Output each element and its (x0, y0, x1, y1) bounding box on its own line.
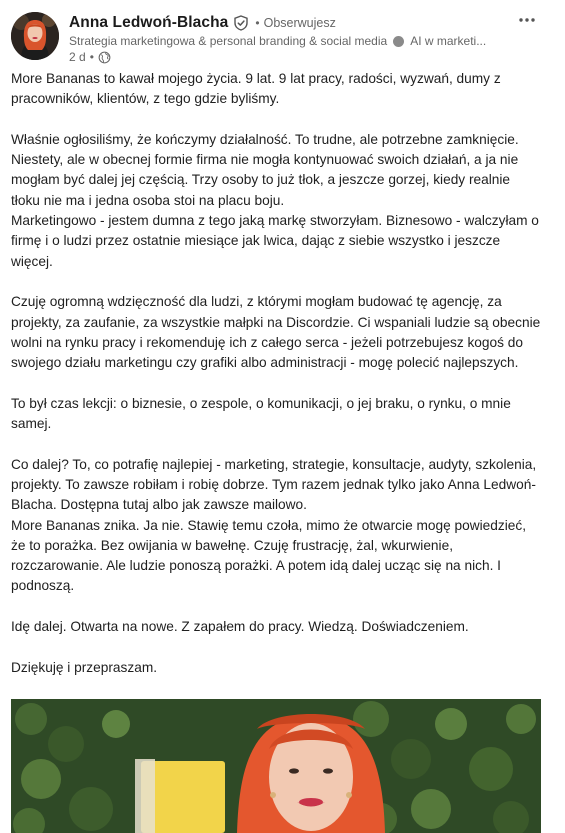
post-paragraph: Idę dalej. Otwarta na nowe. Z zapałem do pracy. Wiedzą. Doświadczeniem. (11, 619, 469, 635)
post-paragraph: Marketingowo - jestem dumna z tego jaką markę stworzyłam. Biznesowo - walczyłam o firmę i o ludzi przez ostatnie miesiące jak lwica, dając z siebie wszystko i jeszcze więcej. (11, 213, 539, 269)
following-status[interactable]: Obserwujesz (263, 16, 336, 30)
paragraph-gap (11, 434, 541, 454)
post-paragraph: Czuję ogromną wdzięczność dla ludzi, z którymi mogłam budować tę agencję, za projekty, za zaufanie, za wszystkie małpki na Discordzie. Ci wspaniali ludzie są obecnie wolni na rynku pracy i rekomenduję ich z całego serca - jeżeli potrzebujesz kogoś do swojego działu marketingu czy grafiki albo administracji - mogę polecić najlepszych. (11, 294, 541, 371)
post-age[interactable]: 2 d (69, 50, 86, 64)
post-body-text (11, 69, 541, 678)
author-avatar[interactable] (11, 12, 59, 60)
post-image[interactable] (11, 699, 541, 833)
paragraph-gap (11, 110, 541, 130)
post-header (11, 10, 541, 64)
headline-text: Strategia marketingowa & personal branding & social media (69, 34, 388, 48)
follow-separator: • (255, 16, 260, 30)
paragraph-gap (11, 373, 541, 393)
post-paragraph: More Bananas znika. Ja nie. Stawię temu czoła, mimo że otwarcie mogę powiedzieć, że to porażka. Bez owijania w bawełnę. Czuję frustrację, żal, wkurwienie, rozczarowanie. Ale ludzie ponoszą porażki. A potem idą dalej ucząc się na nich. I podnoszą. (11, 517, 527, 594)
status-dot-icon (393, 36, 404, 47)
post-paragraph: More Bananas to kawał mojego życia. 9 lat. 9 lat pracy, radości, wyzwań, dumy z pracowników, klientów, z tego gdzie byliśmy. (11, 71, 501, 107)
globe-icon (98, 51, 111, 64)
meta-separator: • (89, 50, 94, 64)
author-name-line (69, 12, 336, 34)
post-paragraph: Dziękuję i przepraszam. (11, 659, 158, 675)
verified-shield-icon (233, 15, 249, 31)
headline-text-truncated: AI w marketi... (410, 34, 487, 48)
author-headline (69, 32, 499, 50)
post-paragraph: Właśnie ogłosiliśmy, że kończymy działalność. To trudne, ale potrzebne zamknięcie. Niestety, ale w obecnej formie firma nie mogła kontynuować swoich działań, a ja nie mogłam być dalej jej częścią. Trzy osoby to już tłok, a jeszcze gorzej, kiedy realnie tłoku nie ma i jedna osoba stoi na placu boju. (11, 131, 519, 208)
more-options-button[interactable] (513, 10, 541, 30)
paragraph-gap (11, 597, 541, 617)
post-paragraph: Co dalej? To, co potrafię najlepiej - marketing, strategie, konsultacje, audyty, szkolenia, projekty. To zawsze robiłam i robię dobrze. Tym razem jednak tylko jako Anna Ledwoń-Blacha. Dostępna tutaj albo jak zawsze mailowo. (11, 456, 537, 513)
post-meta (69, 49, 111, 65)
paragraph-gap (11, 272, 541, 292)
more-dots-icon (518, 17, 536, 23)
post-paragraph: To był czas lekcji: o biznesie, o zespole, o komunikacji, o jej braku, o rynku, o mnie samej. (11, 395, 511, 432)
paragraph-gap (11, 637, 541, 657)
author-name[interactable]: Anna Ledwoń-Blacha (69, 14, 229, 31)
